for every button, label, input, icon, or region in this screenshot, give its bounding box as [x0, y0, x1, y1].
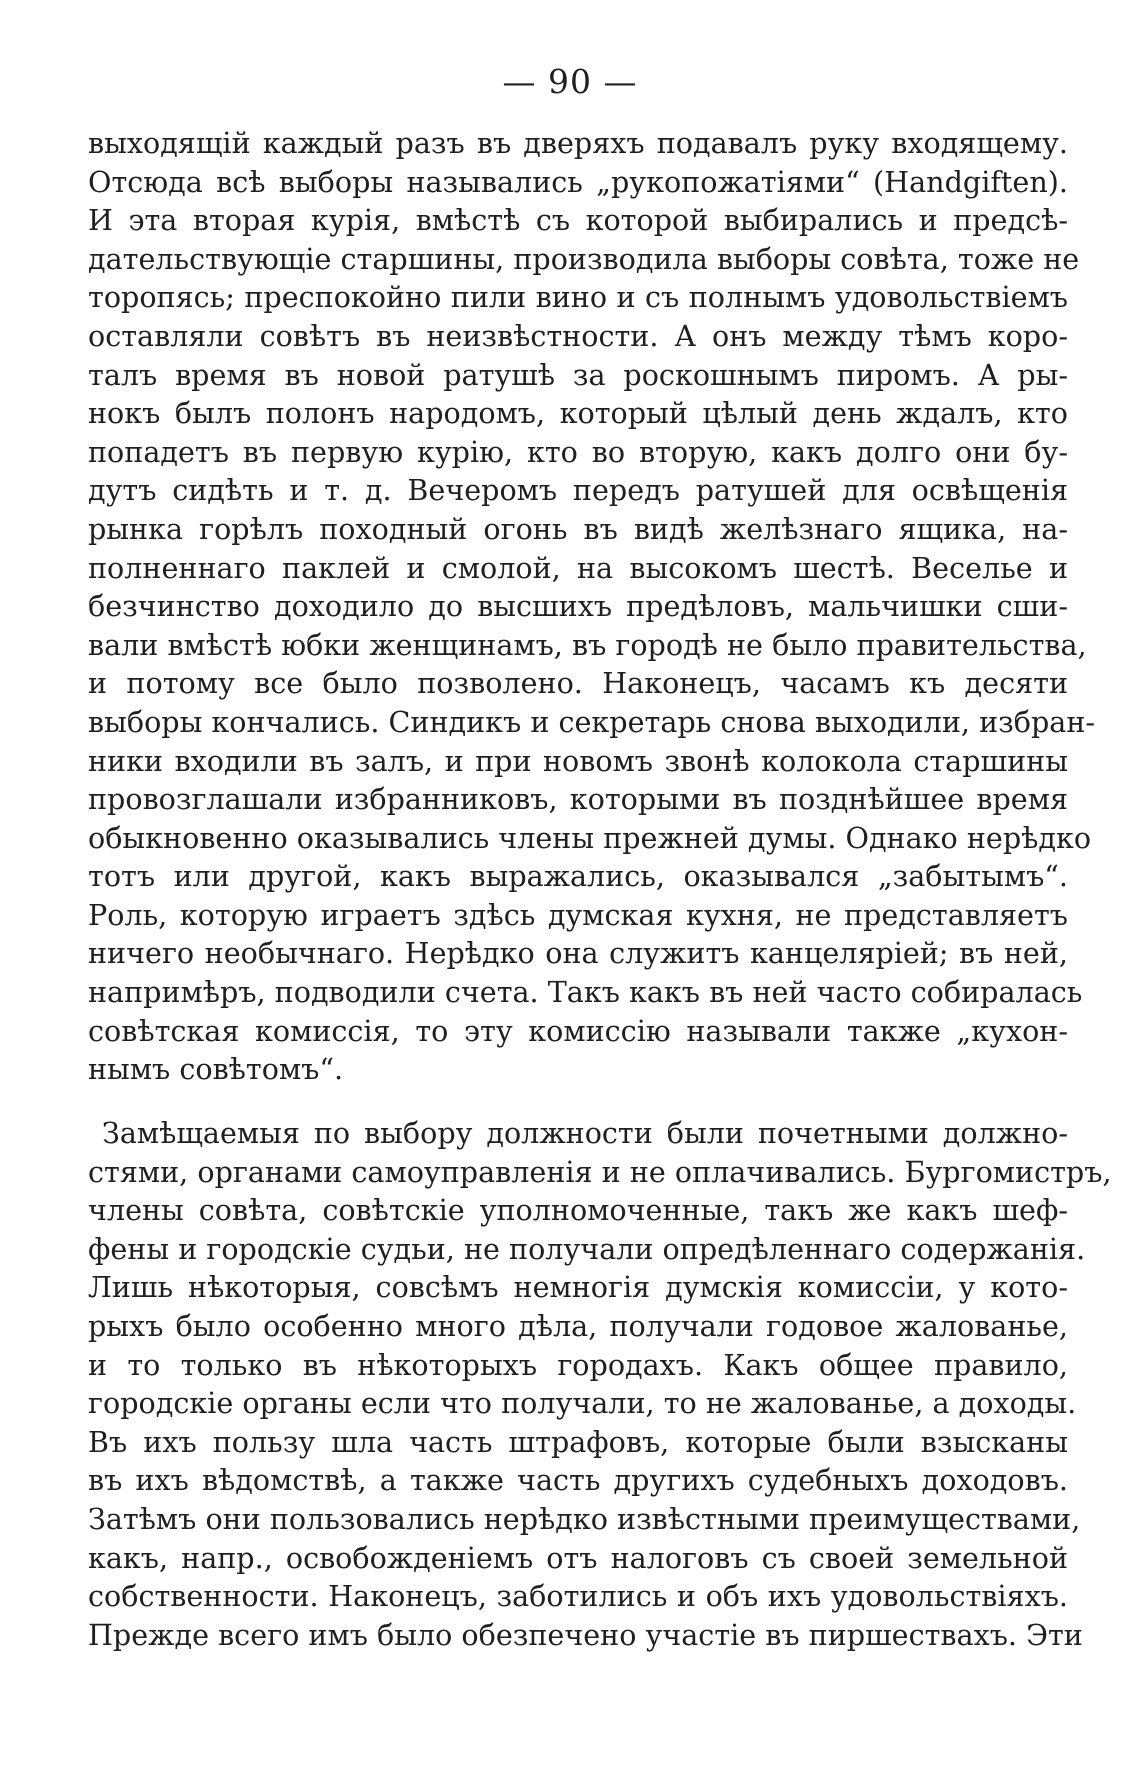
text-line: Прежде всего имъ было обезпечено участіе въ пиршествахъ. Эти [88, 1617, 1083, 1652]
text-line: фены и городскіе судьи, не получали опредѣленнаго содержанія. [88, 1231, 1086, 1266]
text-line: члены совѣта, совѣтскіе уполномоченные, такъ же какъ шеф- [88, 1193, 1068, 1228]
text-line: Лишь нѣкоторыя, совсѣмъ немногія думскія комиссіи, у кото- [88, 1270, 1068, 1305]
text-line: рынка горѣлъ походный огонь въ видѣ желѣзнаго ящика, на- [88, 511, 1068, 546]
text-line: торопясь; преспокойно пили вино и съ полнымъ удовольствіемъ [88, 280, 1068, 315]
text-line: нокъ былъ полонъ народомъ, который цѣлый день ждалъ, кто [88, 396, 1068, 431]
text-line: Въ ихъ пользу шла часть штрафовъ, которые были взысканы [88, 1424, 1068, 1459]
text-line: полненнаго паклей и смолой, на высокомъ шестѣ. Веселье и [88, 550, 1068, 585]
text-line: И эта вторая курія, вмѣстѣ съ которой выбирались и предсѣ- [88, 203, 1068, 238]
text-line: и то только въ нѣкоторыхъ городахъ. Какъ общее правило, [88, 1347, 1068, 1382]
text-line: городскіе органы если что получали, то не жалованье, а доходы. [88, 1386, 1077, 1421]
text-line: провозглашали избранниковъ, которыми въ позднѣйшее время [88, 782, 1068, 817]
text-line: выходящій каждый разъ въ дверяхъ подавалъ руку входящему. [88, 126, 1068, 160]
text-line: напримѣръ, подводили счета. Такъ какъ въ ней часто собиралась [88, 975, 1083, 1010]
text-line: Роль, которую играетъ здѣсь думская кухня, не представляетъ [88, 897, 1068, 932]
paragraph-1 [88, 124, 1096, 1089]
text-line: нымъ совѣтомъ“. [88, 1052, 344, 1087]
text-line: талъ время въ новой ратушѣ за роскошнымъ пиромъ. А ры- [88, 357, 1068, 392]
text-line: попадетъ въ первую курію, кто во вторую, какъ долго они бу- [88, 434, 1068, 469]
text-line: и потому все было позволено. Наконецъ, часамъ къ десяти [88, 666, 1068, 701]
text-line: обыкновенно оказывались члены прежней думы. Однако нерѣдко [88, 820, 1092, 855]
text-line: собственности. Наконецъ, заботились и объ ихъ удовольствіяхъ. [88, 1579, 1068, 1614]
paragraph-2 [88, 1114, 1112, 1654]
text-line: тотъ или другой, какъ выражались, оказывался „забытымъ“. [88, 859, 1068, 894]
page-number: — 90 — [502, 62, 638, 101]
text-line: Замѣщаемыя по выбору должности были почетными должно- [102, 1116, 1068, 1150]
text-line: дательствующіе старшины, производила выборы совѣта, тоже не [88, 241, 1080, 276]
text-line: Отсюда всѣ выборы назывались „рукопожатіями“ (Handgiften). [88, 164, 1068, 199]
text-line: оставляли совѣтъ въ неизвѣстности. А онъ между тѣмъ коро- [88, 318, 1068, 353]
text-line: рыхъ было особенно много дѣла, получали годовое жалованье, [88, 1308, 1068, 1343]
text-line: Затѣмъ они пользовались нерѣдко извѣстными преимуществами, [88, 1501, 1081, 1536]
text-line: безчинство доходило до высшихъ предѣловъ, мальчишки сши- [88, 589, 1068, 624]
text-line: стями, органами самоуправленія и не оплачивались. Бургомистръ, [88, 1154, 1112, 1189]
text-line: дутъ сидѣть и т. д. Вечеромъ передъ ратушей для освѣщенія [88, 473, 1068, 508]
text-line: ничего необычнаго. Нерѣдко она служитъ канцеляріей; въ ней, [88, 936, 1068, 971]
text-line: ники входили въ залъ, и при новомъ звонѣ колокола старшины [88, 743, 1068, 778]
text-line: вали вмѣстѣ юбки женщинамъ, въ городѣ не было правительства, [88, 627, 1087, 662]
text-line: выборы кончались. Синдикъ и секретарь снова выходили, избран- [88, 704, 1096, 739]
text-line: въ ихъ вѣдомствѣ, а также часть другихъ судебныхъ доходовъ. [88, 1463, 1068, 1498]
text-line: совѣтская комиссія, то эту комиссію называли также „кухон- [88, 1013, 1068, 1048]
text-line: какъ, напр., освобожденіемъ отъ налоговъ съ своей земельной [88, 1540, 1068, 1575]
